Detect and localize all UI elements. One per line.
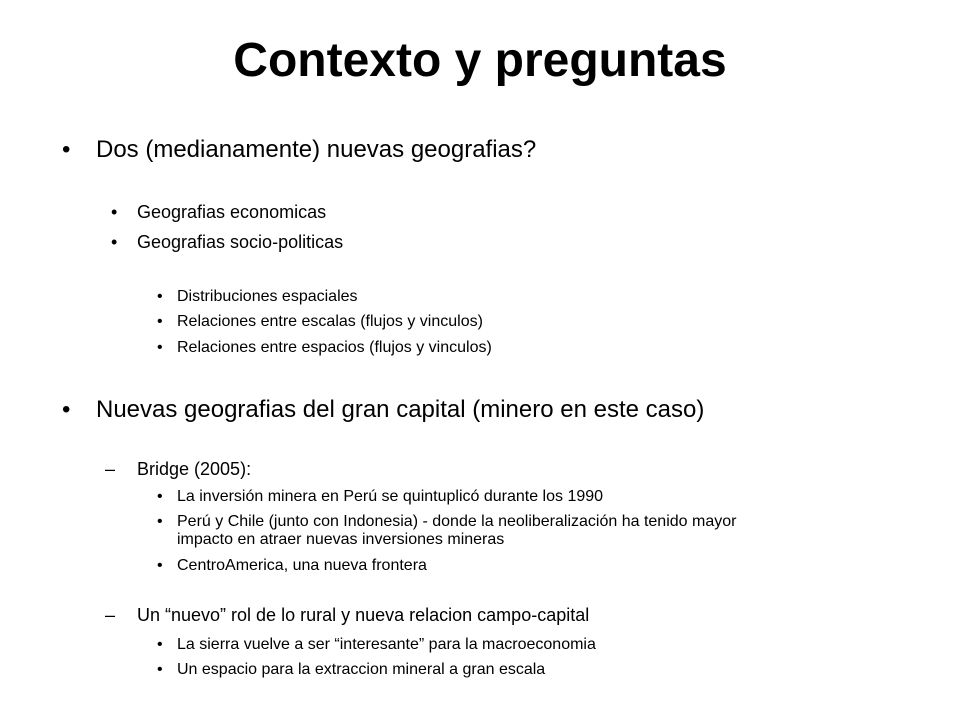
bullet-marker: • xyxy=(157,339,163,356)
bullet-text: Un espacio para la extraccion mineral a gran escala xyxy=(177,661,546,678)
bullet-marker: • xyxy=(157,661,163,678)
bullet-text: Un “nuevo” rol de lo rural y nueva relacion campo-capital xyxy=(137,605,590,625)
bullet-text: Distribuciones espaciales xyxy=(177,288,358,305)
slide-title: Contexto y preguntas xyxy=(233,34,727,87)
dash-level2 xyxy=(105,604,589,626)
bullet-text: Geografias socio-politicas xyxy=(137,232,344,252)
bullet-text: Dos (medianamente) nuevas geografias? xyxy=(96,136,537,163)
bullet-marker: • xyxy=(62,396,71,423)
bullet-marker: • xyxy=(62,136,71,163)
bullet-level2 xyxy=(111,231,343,253)
bullet-level1 xyxy=(62,136,536,164)
bullet-text: CentroAmerica, una nueva frontera xyxy=(177,557,427,574)
bullet-level3 xyxy=(157,556,427,576)
bullet-marker: • xyxy=(157,636,163,653)
bullet-marker: • xyxy=(157,557,163,574)
bullet-level2 xyxy=(111,201,326,223)
bullet-text: Geografias economicas xyxy=(137,202,327,222)
bullet-text: La sierra vuelve a ser “interesante” para la macroeconomia xyxy=(177,636,596,653)
bullet-marker: • xyxy=(157,488,163,505)
bullet-text: Nuevas geografias del gran capital (minero en este caso) xyxy=(96,396,705,423)
bullet-marker: • xyxy=(157,288,163,305)
bullet-level3 xyxy=(157,487,603,507)
dash-level2 xyxy=(105,458,251,480)
bullet-text: La inversión minera en Perú se quintuplicó durante los 1990 xyxy=(177,488,604,505)
dash-marker: – xyxy=(105,459,116,479)
bullet-level3 xyxy=(157,338,492,358)
bullet-text: Relaciones entre espacios (flujos y vinculos) xyxy=(177,339,492,356)
bullet-text: Bridge (2005): xyxy=(137,459,252,479)
bullet-marker: • xyxy=(111,202,118,222)
bullet-level3 xyxy=(157,513,737,549)
bullet-level3 xyxy=(157,287,358,307)
bullet-text: Perú y Chile (junto con Indonesia) - donde la neoliberalización ha tenido mayor impacto en atraer nuevas inversiones mineras xyxy=(177,513,737,548)
bullet-level1 xyxy=(62,396,704,424)
bullet-level3 xyxy=(157,660,545,680)
bullet-text: Relaciones entre escalas (flujos y vinculos) xyxy=(177,313,483,330)
bullet-marker: • xyxy=(157,513,163,530)
bullet-marker: • xyxy=(157,313,163,330)
dash-marker: – xyxy=(105,605,116,625)
bullet-marker: • xyxy=(111,232,118,252)
bullet-level3 xyxy=(157,635,596,655)
bullet-level3 xyxy=(157,312,483,332)
